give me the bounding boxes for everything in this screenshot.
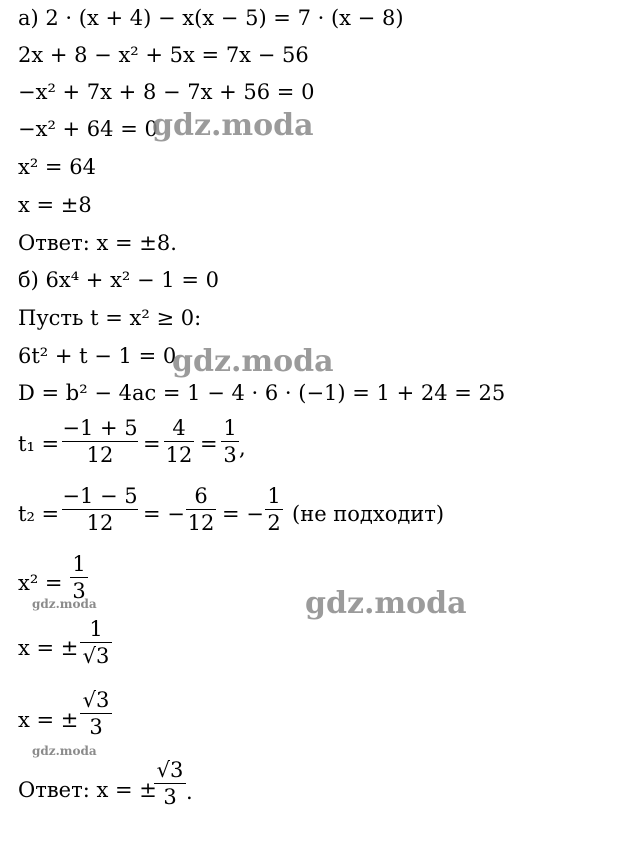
t2-f3-num: 1 xyxy=(267,484,281,508)
t1-eq1: = xyxy=(143,432,161,456)
answer-b-fraction xyxy=(154,758,186,809)
answer-b-tail: . xyxy=(186,780,193,804)
x2-num: 1 xyxy=(72,552,86,576)
watermark-logo-small: gdz.moda xyxy=(32,744,97,758)
t1-f3-den: 3 xyxy=(223,443,237,467)
equation-line-b2: 6t² + t − 1 = 0 xyxy=(18,344,177,368)
answer-b-num: √3 xyxy=(156,758,184,782)
fraction-bar xyxy=(154,783,186,784)
x-rat-fraction xyxy=(80,688,112,739)
substitution-line: Пусть t = x² ≥ 0: xyxy=(18,306,202,330)
equation-line-a4: −x² + 64 = 0 xyxy=(18,117,158,141)
watermark-logo: gdz.moda xyxy=(152,108,314,143)
t2-eq2: = − xyxy=(222,502,264,526)
x2-lhs: x² = xyxy=(18,571,63,595)
t2-f2-den: 12 xyxy=(187,511,215,535)
answer-a: Ответ: x = ±8. xyxy=(18,231,177,255)
fraction-bar xyxy=(62,441,138,442)
answer-b-lhs: Ответ: x = ± xyxy=(18,778,157,802)
answer-b-den: 3 xyxy=(163,785,177,809)
t1-f2-den: 12 xyxy=(165,443,193,467)
equation-line-a1: а) 2 · (x + 4) − x(x − 5) = 7 · (x − 8) xyxy=(18,6,404,30)
equation-line-a5: x² = 64 xyxy=(18,155,96,179)
x2-den: 3 xyxy=(72,579,86,603)
t2-eq1: = − xyxy=(143,502,185,526)
t1-fraction-2 xyxy=(164,416,194,467)
x-rat-den: 3 xyxy=(89,715,103,739)
x-rat-lhs: x = ± xyxy=(18,708,79,732)
t1-fraction-1 xyxy=(62,416,138,467)
t1-eq2: = xyxy=(200,432,218,456)
equation-line-a2: 2x + 8 − x² + 5x = 7x − 56 xyxy=(18,43,309,67)
fraction-bar xyxy=(80,713,112,714)
x-root-num: 1 xyxy=(89,617,103,641)
discriminant-line: D = b² − 4ac = 1 − 4 · 6 · (−1) = 1 + 24 = 25 xyxy=(18,381,506,405)
t2-fraction-3 xyxy=(265,484,283,535)
x-root-fraction xyxy=(80,617,112,668)
equation-line-a6: x = ±8 xyxy=(18,193,92,217)
watermark-logo: gdz.moda xyxy=(172,344,334,379)
t1-f1-den: 12 xyxy=(86,443,114,467)
x-root-den: √3 xyxy=(82,644,110,668)
equation-line-a3: −x² + 7x + 8 − 7x + 56 = 0 xyxy=(18,80,315,104)
t2-fraction-2 xyxy=(186,484,216,535)
fraction-bar xyxy=(186,509,216,510)
t1-fraction-3 xyxy=(221,416,239,467)
x2-fraction xyxy=(70,552,88,603)
t1-f3-num: 1 xyxy=(223,416,237,440)
t2-f1-den: 12 xyxy=(86,511,114,535)
t2-note: (не подходит) xyxy=(292,502,445,526)
t2-lhs: t₂ = xyxy=(18,502,60,526)
fraction-bar xyxy=(265,509,283,510)
t1-tail: , xyxy=(239,436,246,460)
x-rat-num: √3 xyxy=(82,688,110,712)
x-root-lhs: x = ± xyxy=(18,636,79,660)
t1-f2-num: 4 xyxy=(172,416,186,440)
fraction-bar xyxy=(62,509,138,510)
t2-fraction-1 xyxy=(62,484,138,535)
t2-f3-den: 2 xyxy=(267,511,281,535)
equation-line-b1: б) 6x⁴ + x² − 1 = 0 xyxy=(18,268,219,292)
fraction-bar xyxy=(70,577,88,578)
watermark-logo-small: gdz.moda xyxy=(32,597,97,611)
fraction-bar xyxy=(221,441,239,442)
t2-f2-num: 6 xyxy=(194,484,208,508)
t1-f1-num: −1 + 5 xyxy=(62,416,138,440)
fraction-bar xyxy=(164,441,194,442)
watermark-logo: gdz.moda xyxy=(305,586,467,621)
t1-lhs: t₁ = xyxy=(18,432,60,456)
t2-f1-num: −1 − 5 xyxy=(62,484,138,508)
fraction-bar xyxy=(80,642,112,643)
